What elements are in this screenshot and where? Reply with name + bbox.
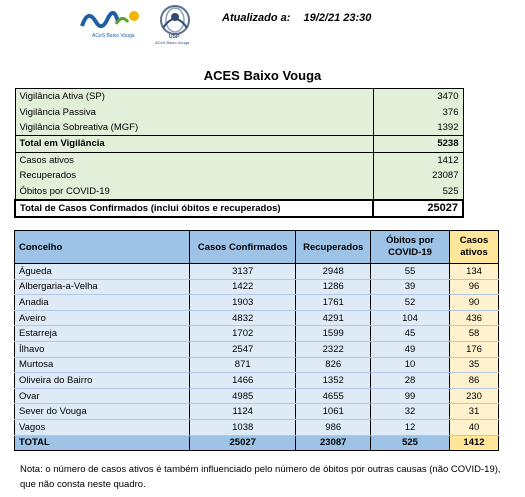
table-row [15,357,499,373]
summary-label: Vigilância Sobreativa (MGF) [15,120,373,136]
cell-ativos: 176 [450,341,499,357]
cell-concelho: Ovar [15,388,190,404]
summary-row [15,168,463,183]
cell-confirmados: 1903 [190,295,296,311]
cell-concelho: Vagos [15,419,190,435]
summary-value: 1392 [373,120,463,136]
col-header-concelho: Concelho [15,231,190,264]
table-row [15,326,499,342]
cell-confirmados: 4985 [190,388,296,404]
cell-confirmados: 1124 [190,404,296,420]
cell-ativos: 96 [450,279,499,295]
cell-concelho: Murtosa [15,357,190,373]
cell-recuperados: 1599 [296,326,371,342]
cell-obitos: 104 [371,310,450,326]
cell-confirmados: 1702 [190,326,296,342]
cell-recuperados: 2322 [296,341,371,357]
col-header-ativos: Casos ativos [450,231,499,264]
cell-confirmados: 2547 [190,341,296,357]
total-label: TOTAL [15,435,190,450]
cell-concelho: Oliveira do Bairro [15,373,190,389]
updated-value: 19/2/21 23:30 [303,12,372,24]
cell-recuperados: 4655 [296,388,371,404]
cell-ativos: 230 [450,388,499,404]
cell-ativos: 35 [450,357,499,373]
cell-ativos: 31 [450,404,499,420]
cell-obitos: 55 [371,264,450,280]
summary-value: 25027 [373,200,463,217]
cell-concelho: Ílhavo [15,341,190,357]
summary-row [15,120,463,136]
cell-confirmados: 1422 [190,279,296,295]
table-row [15,264,499,280]
summary-row [15,104,463,119]
col-header-obitos: Óbitos por COVID-19 [371,231,450,264]
concelhos-table [14,230,499,451]
summary-label: Vigilância Passiva [15,104,373,119]
table-row [15,310,499,326]
cell-ativos: 40 [450,419,499,435]
cell-recuperados: 1061 [296,404,371,420]
cell-ativos: 134 [450,264,499,280]
summary-label: Total de Casos Confirmados (inclui óbitos e recuperados) [15,200,373,217]
cell-obitos: 12 [371,419,450,435]
table-row [15,279,499,295]
cell-confirmados: 4832 [190,310,296,326]
table-row [15,404,499,420]
summary-value: 525 [373,183,463,199]
cell-obitos: 32 [371,404,450,420]
total-recuperados: 23087 [296,435,371,450]
updated-label: Atualizado a: [222,12,291,24]
summary-table [14,88,464,218]
col-header-recuperados: Recuperados [296,231,371,264]
table-header-row [15,231,499,264]
summary-value: 23087 [373,168,463,183]
cell-recuperados: 986 [296,419,371,435]
cell-concelho: Águeda [15,264,190,280]
summary-row [15,183,463,199]
summary-value: 376 [373,104,463,119]
cell-concelho: Albergaria-a-Velha [15,279,190,295]
total-obitos: 525 [371,435,450,450]
cell-recuperados: 4291 [296,310,371,326]
cell-ativos: 86 [450,373,499,389]
cell-confirmados: 871 [190,357,296,373]
cell-ativos: 90 [450,295,499,311]
cell-ativos: 436 [450,310,499,326]
table-row [15,419,499,435]
cell-recuperados: 2948 [296,264,371,280]
cell-obitos: 49 [371,341,450,357]
table-row [15,341,499,357]
cell-obitos: 45 [371,326,450,342]
summary-value: 1412 [373,152,463,168]
summary-row [15,152,463,168]
summary-label: Casos ativos [15,152,373,168]
cell-recuperados: 1352 [296,373,371,389]
cell-concelho: Estarreja [15,326,190,342]
cell-obitos: 28 [371,373,450,389]
total-vigilancia-row [15,136,463,152]
cell-recuperados: 1286 [296,279,371,295]
total-confirmados-row [15,200,463,217]
usp-logo [145,2,207,46]
usp-logo-label: USP [169,34,180,40]
summary-label: Total em Vigilância [15,136,373,152]
summary-label: Vigilância Ativa (SP) [15,89,373,105]
aces-logo [78,4,148,40]
footnote: Nota: o número de casos ativos é também influenciado pelo número de óbitos por outras causas (não COVID-19), que não consta neste quadro. [20,464,501,490]
total-ativos: 1412 [450,435,499,450]
table-total-row [15,435,499,450]
col-header-confirmados: Casos Confirmados [190,231,296,264]
summary-row [15,89,463,105]
cell-confirmados: 1466 [190,373,296,389]
cell-obitos: 52 [371,295,450,311]
cell-concelho: Sever do Vouga [15,404,190,420]
cell-confirmados: 1038 [190,419,296,435]
aces-logo-text: ACeS Baixo Vouga [92,33,135,39]
cell-obitos: 39 [371,279,450,295]
summary-label: Óbitos por COVID-19 [15,183,373,199]
update-timestamp [222,12,381,24]
total-confirmados: 25027 [190,435,296,450]
table-row [15,373,499,389]
table-row [15,388,499,404]
cell-concelho: Aveiro [15,310,190,326]
cell-obitos: 99 [371,388,450,404]
summary-value: 5238 [373,136,463,152]
cell-confirmados: 3137 [190,264,296,280]
table-row [15,295,499,311]
summary-value: 3470 [373,89,463,105]
cell-concelho: Anadia [15,295,190,311]
usp-logo-subtext: ACeS Baixo Vouga [155,40,190,45]
cell-recuperados: 1761 [296,295,371,311]
page-title: ACES Baixo Vouga [203,68,322,83]
cell-obitos: 10 [371,357,450,373]
summary-label: Recuperados [15,168,373,183]
cell-recuperados: 826 [296,357,371,373]
cell-ativos: 58 [450,326,499,342]
